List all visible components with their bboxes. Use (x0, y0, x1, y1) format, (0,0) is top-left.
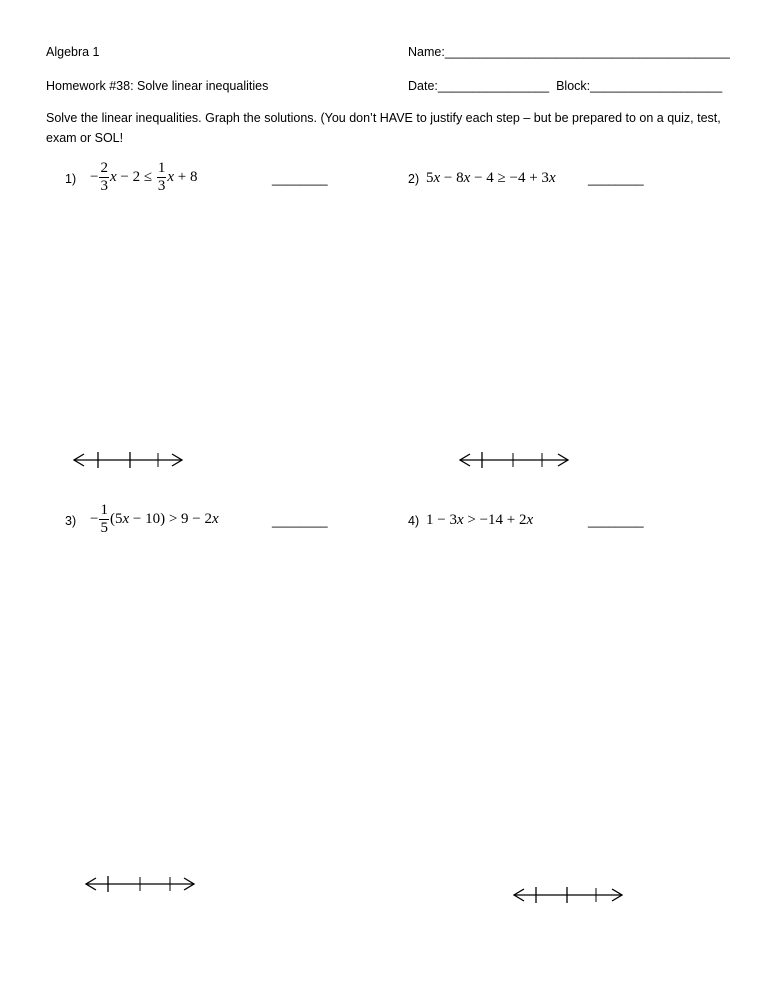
problem-2-answer-blank[interactable]: ________ (588, 172, 644, 186)
number-line-2[interactable] (458, 450, 570, 470)
instructions: Solve the linear inequalities. Graph the solutions. (You don’t HAVE to justify each step – but be prepared to on a quiz, test, exam or SOL! (46, 111, 721, 145)
problem-4-number: 4) (408, 514, 420, 528)
fraction-two-thirds: $\frac{2}{3}$ (100, 160, 108, 194)
date-label: Date: (408, 79, 438, 93)
block-label: Block: (556, 79, 591, 93)
problem-3-number: 3) (65, 514, 77, 528)
problem-4-inequality: 1 − 3x > −14 + 2x (426, 512, 534, 528)
date-block-fields (408, 79, 722, 93)
number-line-4[interactable] (512, 885, 624, 905)
date-blank[interactable]: ________________ (437, 79, 550, 93)
problem-1-number: 1) (65, 172, 77, 186)
name-blank[interactable]: _________________________________________ (444, 45, 730, 59)
number-line-1[interactable] (72, 450, 184, 470)
problem-4-answer-blank[interactable]: ________ (588, 514, 644, 528)
problem-2-inequality: 5x − 8x − 4 ≥ −4 + 3x (426, 170, 556, 186)
course-title: Algebra 1 (46, 45, 100, 59)
fraction-one-third: $\frac{1}{3}$ (157, 160, 166, 194)
number-line-3[interactable] (84, 874, 196, 894)
name-field[interactable] (408, 45, 730, 59)
problem-3-answer-blank[interactable]: ________ (272, 514, 328, 528)
problem-1-answer-blank[interactable]: ________ (272, 172, 328, 186)
block-blank[interactable]: ___________________ (590, 79, 723, 93)
name-label: Name: (408, 45, 445, 59)
problem-3-inequality: − $\frac{1}{5}$ (5x − 10) > 9 − 2x (90, 502, 219, 536)
homework-title: Homework #38: Solve linear inequalities (46, 79, 269, 93)
problem-1-inequality: − $\frac{2}{3}$ x − 2 ≤ $\frac{1}{3}$ x + 8 (90, 160, 198, 194)
problem-2-number: 2) (408, 172, 420, 186)
fraction-one-fifth: $\frac{1}{5}$ (100, 502, 108, 536)
